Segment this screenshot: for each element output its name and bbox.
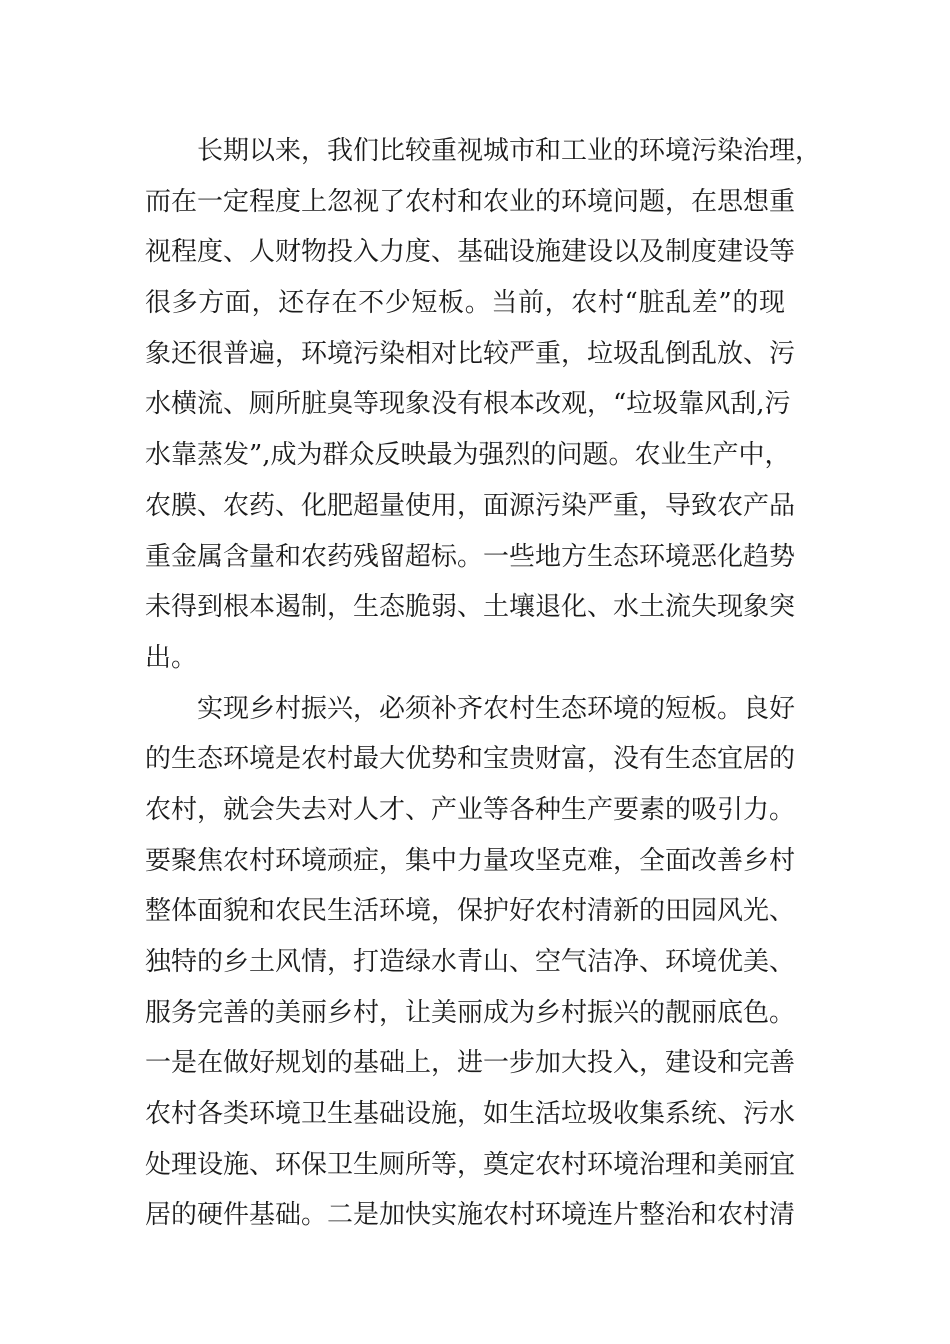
text-line: 整体面貌和农民生活环境，保护好农村清新的田园风光、 (145, 896, 796, 927)
text-line: 的生态环境是农村最大优势和宝贵财富，没有生态宜居的 (145, 744, 796, 775)
text-line: 实现乡村振兴，必须补齐农村生态环境的短板。良好 (197, 693, 796, 724)
text-line: 象还很普遍，环境污染相对比较严重，垃圾乱倒乱放、污 (145, 338, 796, 369)
text-line: 农膜、农药、化肥超量使用，面源污染严重，导致农产品 (145, 490, 796, 521)
text-line: 而在一定程度上忽视了农村和农业的环境问题，在思想重 (145, 186, 796, 217)
text-line: 服务完善的美丽乡村，让美丽成为乡村振兴的靓丽底色。 (145, 997, 796, 1028)
text-line: 处理设施、环保卫生厕所等，奠定农村环境治理和美丽宜 (145, 1149, 796, 1180)
text-line: 重金属含量和农药残留超标。一些地方生态环境恶化趋势 (145, 541, 796, 572)
text-line: 水靠蒸发”,成为群众反映最为强烈的问题。农业生产中， (145, 440, 791, 471)
text-line: 农村各类环境卫生基础设施，如生活垃圾收集系统、污水 (145, 1099, 796, 1130)
text-line: 要聚焦农村环境顽症，集中力量攻坚克难，全面改善乡村 (145, 845, 796, 876)
text-line: 水横流、厕所脏臭等现象没有根本改观，“垃圾靠风刮,污 (145, 389, 791, 420)
paragraph-2 (145, 684, 796, 1242)
text-line: 一是在做好规划的基础上，进一步加大投入，建设和完善 (145, 1048, 796, 1079)
text-line: 很多方面，还存在不少短板。当前，农村“脏乱差”的现 (145, 288, 785, 319)
text-line: 未得到根本遏制，生态脆弱、土壤退化、水土流失现象突 (145, 592, 796, 623)
paragraph-1 (145, 126, 822, 684)
text-line: 出。 (145, 642, 198, 673)
document-body (145, 126, 822, 1241)
text-line: 农村，就会失去对人才、产业等各种生产要素的吸引力。 (145, 794, 796, 825)
text-line: 居的硬件基础。二是加快实施农村环境连片整治和农村清 (145, 1200, 796, 1231)
text-line: 视程度、人财物投入力度、基础设施建设以及制度建设等 (145, 237, 796, 268)
text-line: 独特的乡土风情，打造绿水青山、空气洁净、环境优美、 (145, 947, 796, 977)
text-line: 长期以来，我们比较重视城市和工业的环境污染治理， (197, 136, 822, 166)
